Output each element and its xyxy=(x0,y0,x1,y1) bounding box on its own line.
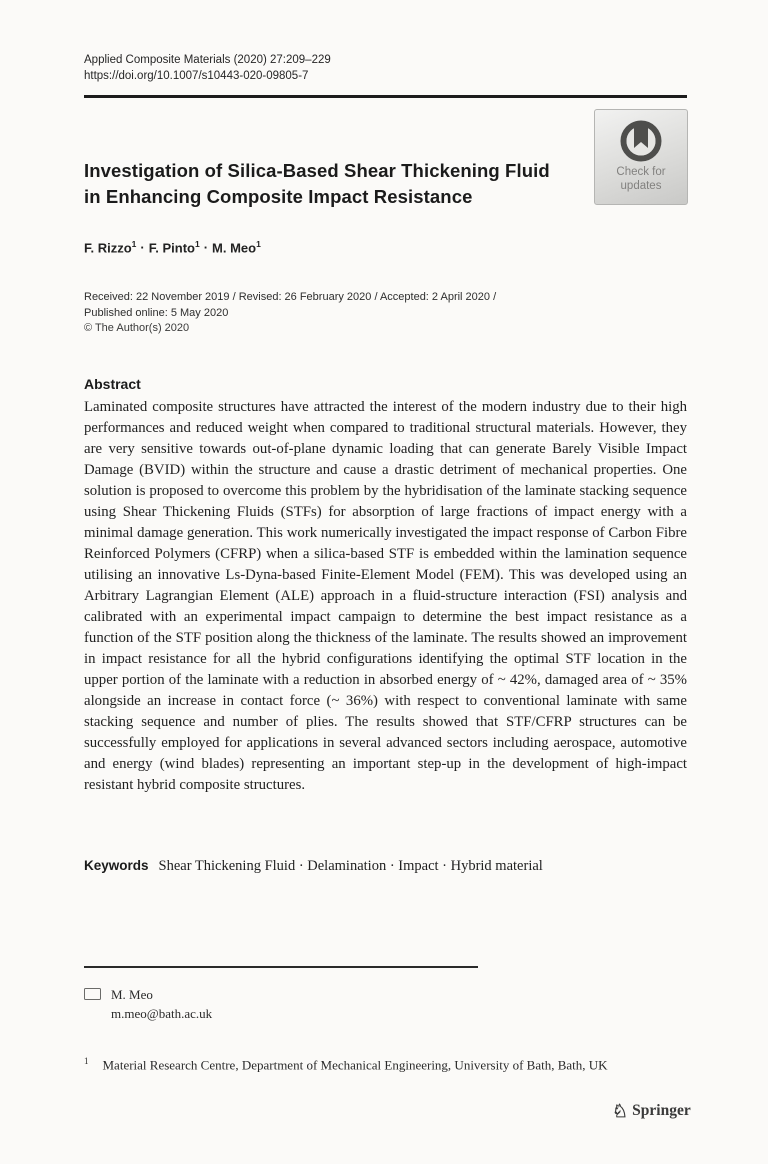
check-for-updates-label: Check for updates xyxy=(616,166,666,192)
header-rule xyxy=(84,95,687,98)
abstract-text: Laminated composite structures have attracted the interest of the modern industry due to their high performances and reduced weight when compared to traditional structural materials. However, they are very sensitive towards out-of-plane dynamic loading that can generate Barely Visible Impact Damage (BVID) within the structure and cause a drastic detriment of mechanical properties. One solution is proposed to overcome this problem by the hybridisation of the laminate stacking sequence using Shear Thickening Fluids (STFs) for absorption of large fractions of impact energy with a minimal damage generation. This work numerically investigated the impact response of Carbon Fibre Reinforced Polymers (CFRP) when a silica-based STF is embedded within the lamination sequence utilising an innovative Ls-Dyna-based Finite-Element Model (FEM). This was developed using an Arbitrary Lagrangian Element (ALE) approach in a fluid-structure interaction (FSI) analysis and calibrated with an experimental impact campaign to determine the best impact resistance as a function of the STF position along the thickness of the laminate. The results showed an improvement in impact resistance for all the hybrid configurations identifying the optimal STF location in the upper portion of the laminate with a reduction in absorbed energy of ~ 42%, damaged area of ~ 35% alongside an increase in contact force (~ 36%) with respect to conventional laminate with same stacking sequence and number of plies. The results showed that STF/CFRP structures can be successfully employed for applications in several advanced sectors including aerospace, automotive and energy (wind blades) representing an important step-up in the development of high-impact resistant hybrid composite structures. xyxy=(84,399,687,793)
author-affiliation-marker: 1 xyxy=(256,239,261,249)
title-line-1: Investigation of Silica-Based Shear Thickening Fluid xyxy=(84,160,550,181)
author-separator: · xyxy=(203,240,209,256)
history-dates-line1: Received: 22 November 2019 / Revised: 26 February 2020 / Accepted: 2 April 2020 / xyxy=(84,291,497,303)
affiliation-marker: 1 xyxy=(84,1056,89,1066)
correspondence-block xyxy=(84,985,212,1023)
envelope-icon xyxy=(84,988,101,1000)
journal-header xyxy=(84,52,331,84)
author-name: M. Meo xyxy=(212,240,257,256)
affiliation-footnote xyxy=(84,1056,694,1073)
author-name: F. Rizzo xyxy=(84,240,132,256)
check-for-updates-badge[interactable] xyxy=(594,109,688,205)
title-line-2: in Enhancing Composite Impact Resistance xyxy=(84,186,473,207)
affiliation-text: Material Research Centre, Department of Mechanical Engineering, University of Bath, Bath, UK xyxy=(102,1057,608,1073)
keywords-text: Shear Thickening Fluid · Delamination · Impact · Hybrid material xyxy=(158,858,543,874)
footnote-rule xyxy=(84,966,478,968)
corresponding-author-name: M. Meo xyxy=(111,987,153,1002)
history-dates-line2: Published online: 5 May 2020 xyxy=(84,306,229,319)
abstract-heading: Abstract xyxy=(84,376,141,392)
publisher-logo xyxy=(612,1102,691,1120)
author-affiliation-marker: 1 xyxy=(194,239,200,249)
doi-link[interactable]: https://doi.org/10.1007/s10443-020-09805-7 xyxy=(84,70,309,82)
author-name: F. Pinto xyxy=(148,240,195,256)
author-list xyxy=(84,239,261,255)
author-affiliation-marker: 1 xyxy=(131,239,137,249)
author-separator: · xyxy=(140,240,145,256)
journal-citation: Applied Composite Materials (2020) 27:209–229 xyxy=(84,54,331,66)
publication-history xyxy=(84,290,496,337)
keywords-row xyxy=(84,858,687,875)
publisher-name: Springer xyxy=(632,1102,691,1119)
corresponding-author-email[interactable]: m.meo@bath.ac.uk xyxy=(111,1006,213,1021)
keywords-label: Keywords xyxy=(84,858,149,873)
springer-knight-icon: ♘ xyxy=(612,1101,629,1121)
copyright-notice: © The Author(s) 2020 xyxy=(84,322,190,334)
article-title xyxy=(84,158,550,210)
crossmark-icon xyxy=(618,117,664,163)
